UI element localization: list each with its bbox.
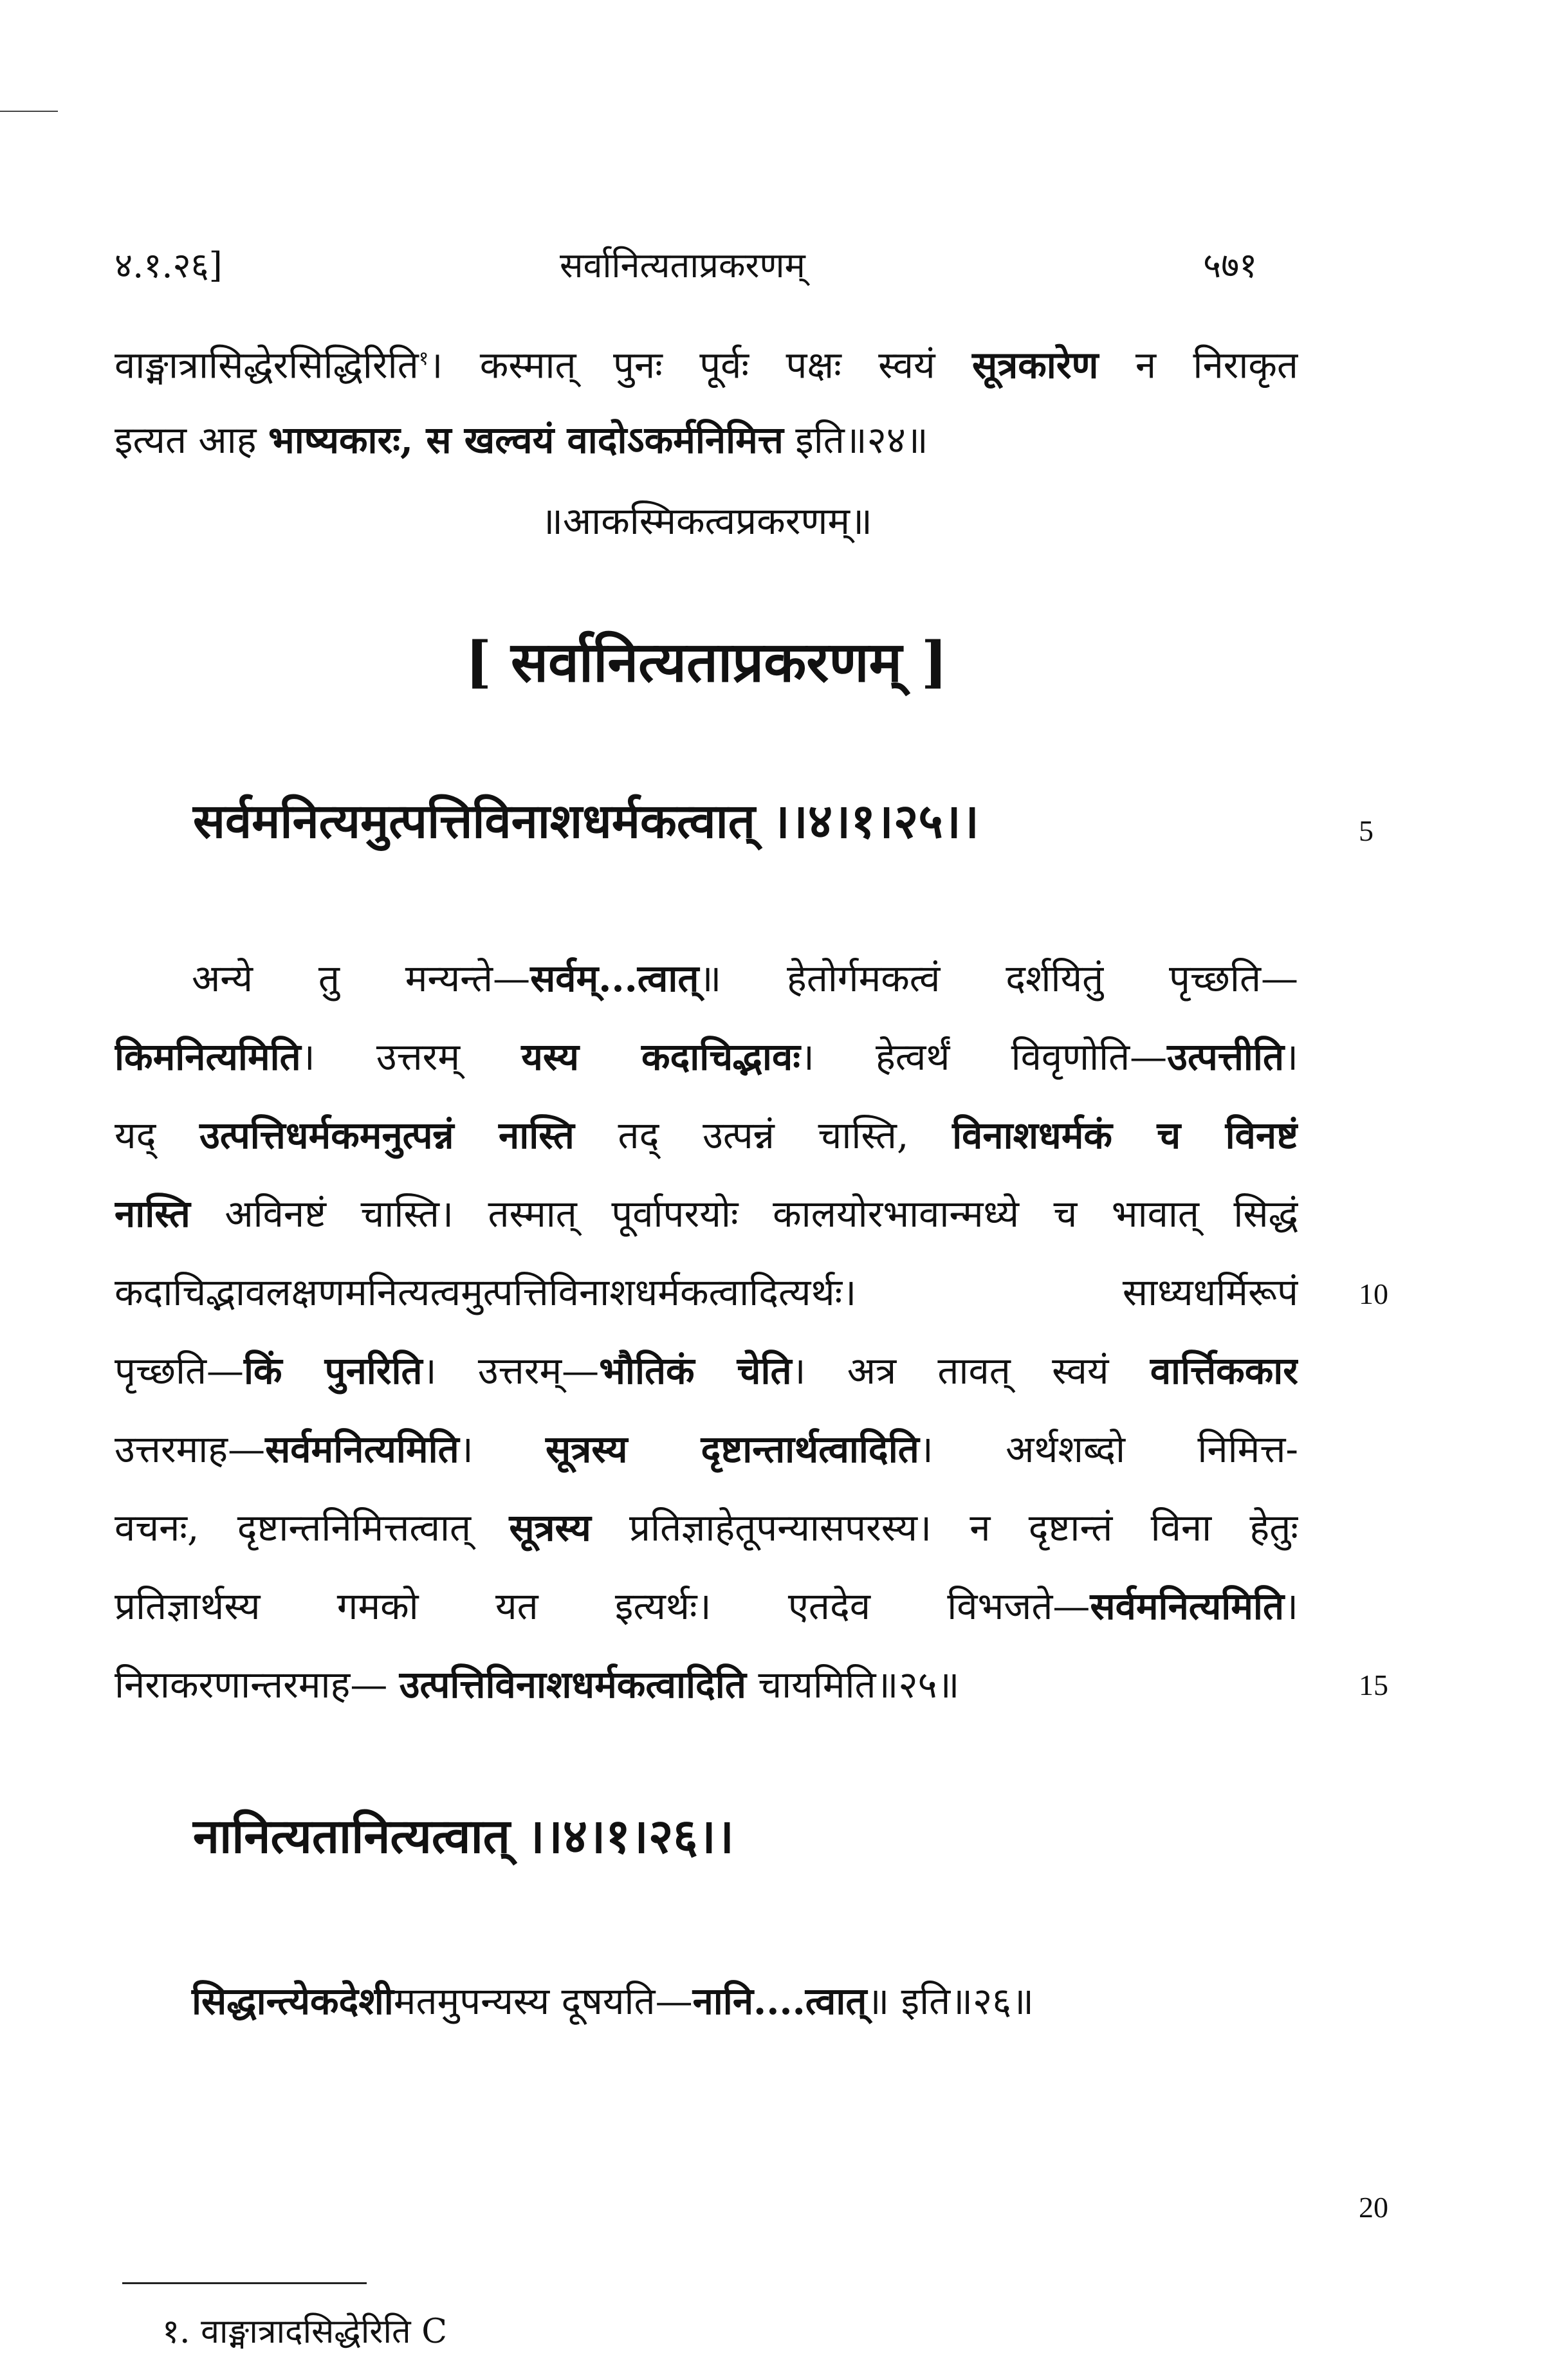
sutra-25: सर्वमनित्यमुत्पत्तिविनाशधर्मकत्वात् ।।४।१।२५।।	[193, 794, 979, 849]
page-number: ५७१	[1203, 245, 1258, 286]
footnote: १. वाङ्मात्रादसिद्धेरिति C	[162, 2312, 447, 2351]
text-line: कदाचिद्भावलक्षणमनित्यत्वमुत्पत्तिविनाशधर्मकत्वादित्यर्थः। साध्यधर्मिरूपं	[115, 1270, 1298, 1314]
bold-term: सर्वम्...त्वात्	[530, 957, 699, 1000]
line-number: 20	[1359, 2191, 1388, 2224]
scan-mark	[0, 111, 58, 112]
text-span: । अर्थशब्दो निमित्त-	[919, 1427, 1298, 1471]
bold-term: उत्पत्तिविनाशधर्मकत्वादिति	[399, 1663, 746, 1707]
bold-term: सूत्रकारेण	[972, 343, 1099, 387]
bold-term: सूत्रस्य	[509, 1506, 591, 1550]
section-heading: [ सर्वानित्यताप्रकरणम् ]	[465, 630, 948, 695]
bold-term: वार्त्तिककार	[1150, 1349, 1298, 1393]
text-line	[115, 1332, 1298, 1410]
footnote-marker: १	[418, 347, 429, 370]
text-span: । हेत्वर्थं विवृणोति—	[800, 1035, 1168, 1079]
text-span: इत्यत आह	[115, 418, 268, 462]
text-span: ।	[459, 1427, 546, 1471]
bold-term: सिद्धान्त्येकदेशी	[192, 1979, 394, 2023]
text-span: ॥ हेतोर्गमकत्वं दर्शयितुं पृच्छति—	[699, 957, 1298, 1000]
text-line	[115, 1018, 1298, 1096]
bold-term: किं पुनरिति	[244, 1349, 423, 1393]
text-line	[115, 1096, 1298, 1175]
text-line	[115, 1645, 1298, 1724]
footnote-divider	[122, 2282, 367, 2284]
text-span: । उत्तरम्	[300, 1035, 522, 1079]
commentary-25	[115, 939, 1298, 1724]
bold-term: किमनित्यमिति	[115, 1035, 301, 1079]
text-span: । कस्मात् पुनः पूर्वः पक्षः स्वयं	[428, 343, 973, 387]
text-line	[115, 939, 1298, 1018]
text-span: ॥ इति॥२६॥	[867, 1979, 1034, 2023]
text-span: उत्तरमाह—	[115, 1427, 266, 1471]
text-line	[115, 1567, 1298, 1645]
text-span: यद्	[115, 1113, 200, 1157]
text-line	[115, 318, 1298, 399]
bold-term: विनाशधर्मकं च विनष्टं	[952, 1113, 1298, 1157]
sutra-26: नानित्यतानित्यत्वात् ।।४।१।२६।।	[193, 1809, 734, 1864]
bold-term: सर्वमनित्यमिति	[265, 1427, 459, 1471]
bold-term: नानि....त्वात्	[692, 1979, 867, 2023]
section-reference: ४.१.२६]	[115, 245, 223, 286]
text-span: ।	[1284, 1035, 1298, 1079]
text-span: ।	[1284, 1584, 1298, 1628]
text-span: । अत्र तावत् स्वयं	[791, 1349, 1150, 1393]
line-number: 5	[1359, 814, 1374, 847]
bold-term: नास्ति	[115, 1192, 190, 1236]
commentary-26	[115, 1962, 1298, 2040]
text-span: प्रतिज्ञाहेतूपन्यासपरस्य। न दृष्टान्तं विना हेतुः	[591, 1506, 1298, 1550]
line-number: 15	[1359, 1669, 1388, 1701]
text-span: इति॥२४॥	[783, 418, 928, 462]
bold-term: उत्पत्तीति	[1167, 1035, 1285, 1079]
line-number: 10	[1359, 1277, 1388, 1310]
bold-term: भाष्यकारः, स खल्वयं वादोऽकर्मनिमित्त	[268, 418, 784, 462]
text-span: पृच्छति—	[115, 1349, 244, 1393]
text-span: मतमुपन्यस्य दूषयति—	[393, 1979, 693, 2023]
section-end-marker: ॥आकस्मिकत्वप्रकरणम्॥	[540, 499, 872, 543]
text-span: प्रतिज्ञार्थस्य गमको यत इत्यर्थः। एतदेव विभजते—	[115, 1584, 1090, 1628]
running-title: सर्वानित्यताप्रकरणम्	[560, 245, 805, 286]
text-line	[115, 1175, 1298, 1253]
text-span: वाङ्मात्रासिद्धेरसिद्धिरिति	[115, 343, 419, 387]
text-line	[115, 399, 1298, 481]
text-span: चायमिति॥२५॥	[746, 1663, 960, 1707]
text-line	[115, 1410, 1298, 1488]
text-span: । उत्तरम्—	[422, 1349, 600, 1393]
bold-term: सूत्रस्य दृष्टान्तार्थत्वादिति	[546, 1427, 919, 1471]
bold-term: सर्वमनित्यमिति	[1090, 1584, 1285, 1628]
text-span: अन्ये तु मन्यन्ते—	[192, 957, 531, 1000]
text-span: निराकरणान्तरमाह—	[115, 1663, 400, 1707]
bold-term: उत्पत्तिधर्मकमनुत्पन्नं नास्ति	[199, 1113, 574, 1157]
text-span: तद् उत्पन्नं चास्ति,	[574, 1113, 953, 1157]
text-line	[115, 1488, 1298, 1567]
bold-term: यस्य कदाचिद्भावः	[521, 1035, 800, 1079]
text-span: वचनः, दृष्टान्तनिमित्तत्वात्	[115, 1506, 510, 1550]
bold-term: भौतिकं चेति	[599, 1349, 792, 1393]
text-span: न निराकृत	[1098, 343, 1298, 387]
carryover-paragraph	[115, 318, 1298, 562]
text-span: अविनष्टं चास्ति। तस्मात् पूर्वापरयोः कालयोरभावान्मध्ये च भावात् सिद्धं	[190, 1192, 1298, 1236]
text-line	[115, 1962, 1298, 2040]
